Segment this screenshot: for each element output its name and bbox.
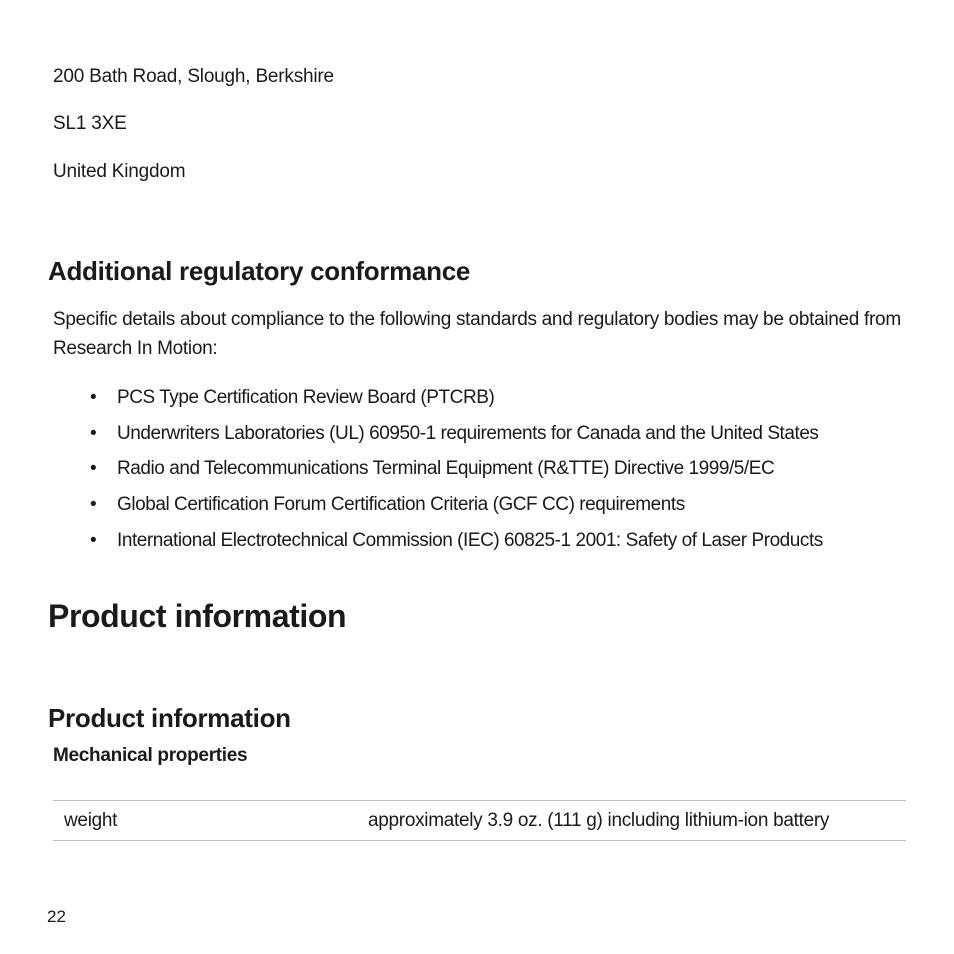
list-item <box>90 455 920 491</box>
bullet-marker: • <box>90 458 97 480</box>
list-item <box>90 384 920 420</box>
property-name: weight <box>53 801 368 841</box>
list-item-text: PCS Type Certification Review Board (PTCRB) <box>117 387 495 408</box>
section-title: Product information <box>48 703 291 733</box>
subsection-title: Mechanical properties <box>53 745 248 766</box>
chapter-title: Product information <box>48 598 347 634</box>
regulatory-list <box>90 384 920 562</box>
page-number: 22 <box>47 907 66 926</box>
table-row <box>53 801 906 841</box>
address-line-street: 200 Bath Road, Slough, Berkshire <box>53 66 334 87</box>
property-value: approximately 3.9 oz. (111 g) including lithium-ion battery <box>368 801 906 841</box>
mechanical-properties-table <box>53 800 906 841</box>
list-item <box>90 491 920 527</box>
list-item-text: Underwriters Laboratories (UL) 60950-1 requirements for Canada and the United States <box>117 422 819 444</box>
bullet-marker: • <box>90 529 97 551</box>
list-item-text: Radio and Telecommunications Terminal Equipment (R&TTE) Directive 1999/5/EC <box>117 458 775 480</box>
list-item-text: Global Certification Forum Certification Criteria (GCF CC) requirements <box>117 494 685 516</box>
regulatory-heading: Additional regulatory conformance <box>48 256 471 286</box>
address-line-postcode: SL1 3XE <box>53 113 127 134</box>
bullet-marker: • <box>90 387 97 408</box>
address-line-country: United Kingdom <box>53 161 186 182</box>
list-item-text: International Electrotechnical Commission (IEC) 60825-1 2001: Safety of Laser Products <box>117 529 823 551</box>
bullet-marker: • <box>90 422 97 444</box>
list-item <box>90 420 920 456</box>
list-item <box>90 527 920 563</box>
regulatory-intro: Specific details about compliance to the following standards and regulatory bodies may be obtained from Research In Motion: <box>53 309 901 359</box>
bullet-marker: • <box>90 494 97 516</box>
